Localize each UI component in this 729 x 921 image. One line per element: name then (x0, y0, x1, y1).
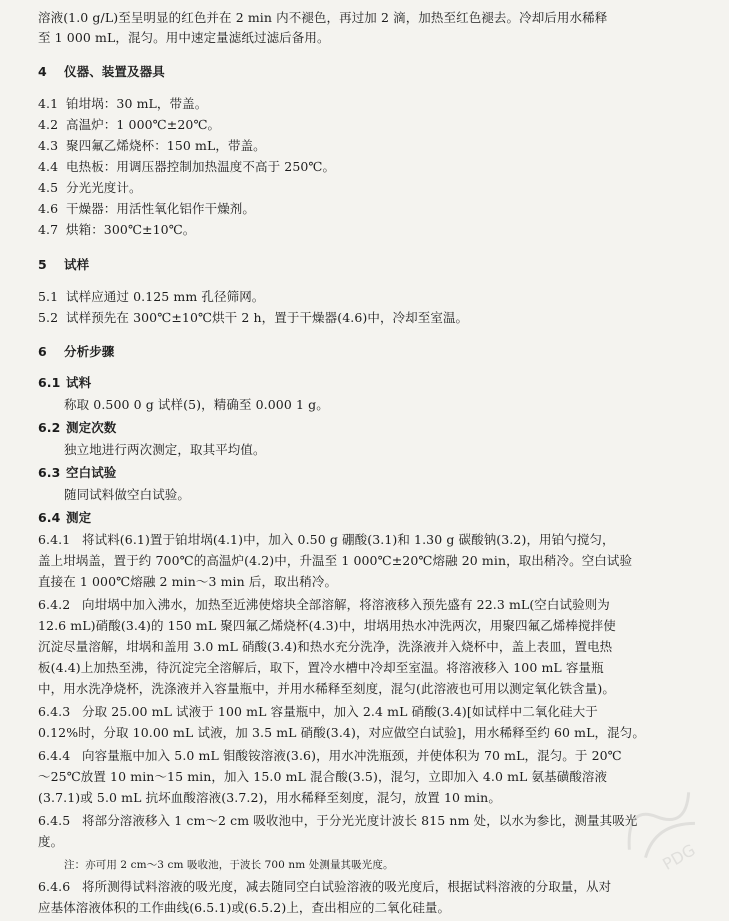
note-text: 注：亦可用 2 cm～3 cm 吸收池，于波长 700 nm 处测量其吸光度。 (64, 859, 394, 871)
paragraph-line: 应基体溶液体积的工作曲线(6.5.1)或(6.5.2)上，查出相应的二氧化硅量。 (38, 900, 451, 915)
list-item: 4.5 分光光度计。 (38, 180, 142, 195)
paragraph-line: 称取 0.500 0 g 试样(5)，精确至 0.000 1 g。 (64, 397, 329, 412)
paragraph-line: 盖上坩埚盖，置于约 700℃的高温炉(4.2)中，升温至 1 000℃±20℃熔融 20 min，取出稍冷。空白试验 (38, 553, 633, 568)
section-title: 仪器、装置及器具 (64, 64, 165, 79)
paragraph-line: 0.12%时，分取 10.00 mL 试液，加 3.5 mL 硝酸(3.4)，对应做空白试验]，用水稀释至约 60 mL，混匀。 (38, 725, 645, 740)
watermark-text: PDG (659, 840, 699, 874)
list-item: 4.4 电热板：用调压器控制加热温度不高于 250℃。 (38, 159, 336, 174)
section-heading-4 (38, 63, 698, 81)
list-item: 5.1 试样应通过 0.125 mm 孔径筛网。 (38, 289, 265, 304)
paragraph-line: 12.6 mL)硝酸(3.4)的 150 mL 聚四氟乙烯烧杯(4.3)中，坩埚用热水冲洗两次，用聚四氟乙烯棒搅拌使 (38, 618, 616, 633)
paragraph-line: 直接在 1 000℃熔融 2 min～3 min 后，取出稍冷。 (38, 574, 338, 589)
paragraph-line: 随同试料做空白试验。 (64, 487, 191, 502)
paragraph-line: ～25℃放置 10 min～15 min，加入 15.0 mL 混合酸(3.5)，混匀，立即加入 4.0 mL 氨基磺酸溶液 (38, 769, 608, 784)
subsection-heading-6-4: 6.4 测定 (38, 510, 92, 525)
section-number: 6 (38, 344, 47, 359)
list-item: 4.7 烘箱：300℃±10℃。 (38, 222, 196, 237)
section-number: 4 (38, 64, 47, 79)
subsection-heading-6-2: 6.2 测定次数 (38, 420, 117, 435)
section-number: 5 (38, 257, 47, 272)
section-title: 试样 (64, 257, 90, 272)
list-item: 4.2 高温炉：1 000℃±20℃。 (38, 117, 221, 132)
subsection-heading-6-1: 6.1 试料 (38, 375, 92, 390)
list-item: 4.1 铂坩埚：30 mL，带盖。 (38, 96, 208, 111)
list-item: 5.2 试样预先在 300℃±10℃烘干 2 h，置于干燥器(4.6)中，冷却至室温。 (38, 310, 469, 325)
paragraph-line: 6.4.6 将所测得试料溶液的吸光度，减去随同空白试验溶液的吸光度后，根据试料溶液的分取量，从对 (38, 879, 612, 894)
paragraph-line: 6.4.5 将部分溶液移入 1 cm～2 cm 吸收池中，于分光光度计波长 815 nm 处，以水为参比，测量其吸光 (38, 813, 638, 828)
paragraph-line: 板(4.4)上加热至沸，待沉淀完全溶解后，取下，置冷水槽中冷却至室温。将溶液移入 100 mL 容量瓶 (38, 660, 604, 675)
section-title: 分析步骤 (64, 344, 115, 359)
paragraph-line: 6.4.3 分取 25.00 mL 试液于 100 mL 容量瓶中，加入 2.4 mL 硝酸(3.4)[如试样中二氧化硅大于 (38, 704, 598, 719)
paragraph-line: 中，用水洗净烧杯，洗涤液并入容量瓶中，并用水稀释至刻度，混匀(此溶液也可用以测定氧化铁含量)。 (38, 681, 615, 696)
paragraph-line: 6.4.1 将试料(6.1)置于铂坩埚(4.1)中，加入 0.50 g 硼酸(3.1)和 1.30 g 碳酸钠(3.2)，用铂勺搅匀， (38, 532, 615, 547)
paragraph-line: 至 1 000 mL，混匀。用中速定量滤纸过滤后备用。 (38, 30, 330, 45)
paragraph-line: (3.7.1)或 5.0 mL 抗坏血酸溶液(3.7.2)，用水稀释至刻度，混匀，放置 10 min。 (38, 790, 501, 805)
list-item: 4.3 聚四氟乙烯烧杯：150 mL，带盖。 (38, 138, 266, 153)
paragraph-line: 度。 (38, 834, 64, 849)
list-item: 4.6 干燥器：用活性氧化铝作干燥剂。 (38, 201, 256, 216)
paragraph-line: 6.4.2 向坩埚中加入沸水，加热至近沸使熔块全部溶解，将溶液移入预先盛有 22.3 mL(空白试验则为 (38, 597, 610, 612)
paragraph-line: 溶液(1.0 g/L)至呈明显的红色并在 2 min 内不褪色，再过加 2 滴，加热至红色褪去。冷却后用水稀释 (38, 10, 608, 25)
paragraph-line: 沉淀尽量溶解，坩埚和盖用 3.0 mL 硝酸(3.4)和热水充分洗净，洗涤液并入烧杯中，盖上表皿，置电热 (38, 639, 613, 654)
subsection-heading-6-3: 6.3 空白试验 (38, 465, 117, 480)
paragraph-line: 6.4.4 向容量瓶中加入 5.0 mL 钼酸铵溶液(3.6)，用水冲洗瓶颈，并使体积为 70 mL，混匀。于 20℃ (38, 748, 622, 763)
watermark-logo-icon (599, 761, 719, 881)
section-heading-6 (38, 343, 698, 361)
section-heading-5 (38, 256, 698, 274)
paragraph-line: 独立地进行两次测定，取其平均值。 (64, 442, 266, 457)
